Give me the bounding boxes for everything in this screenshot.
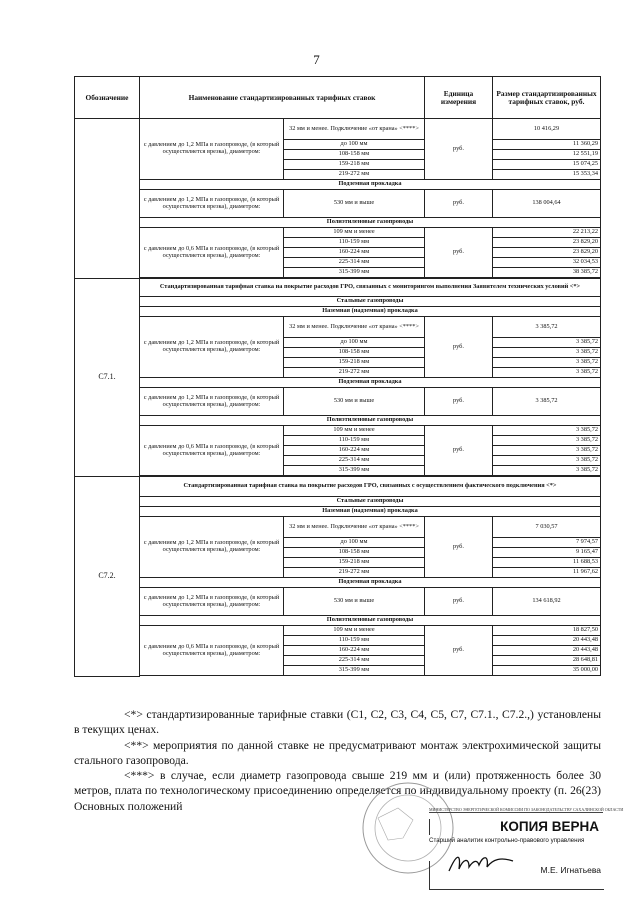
diameter-cell: 108-158 мм <box>284 150 425 160</box>
value-cell: 15 074,25 <box>493 160 601 170</box>
header-unit: Единица измерения <box>425 77 493 119</box>
table-row <box>75 228 601 238</box>
diameter-cell: 109 мм и менее <box>284 426 425 436</box>
certification-stamp <box>429 807 624 890</box>
footnote: <***> в случае, если диаметр газопровода свыше 219 мм и (или) протяженность более 30 метров, плата по технологическому присоединению определяется по индивидуальному проекту (п. 26(23) Основных положений <box>74 769 601 813</box>
footnote: <*> стандартизированные тарифные ставки (С1, С2, С3, С4, С5, С7, С7.1., С7.2.,) установлены в текущих ценах. <box>74 708 601 737</box>
diameter-cell: до 100 мм <box>284 538 425 548</box>
diameter-cell: 108-158 мм <box>284 548 425 558</box>
section-title: Стандартизированная тарифная ставка на покрытие расходов ГРО, связанных с осуществлением фактического подключения <*> <box>140 477 601 497</box>
group-desc: с давлением до 0,6 МПа в газопроводе, (в который осуществляется врезка), диаметром: <box>140 426 284 476</box>
diameter-cell: 315-399 мм <box>284 268 425 278</box>
value-cell: 22 213,22 <box>493 228 601 238</box>
table-row <box>75 507 601 517</box>
header-name: Наименование стандартизированных тарифных ставок <box>140 77 425 119</box>
header-code: Обозначение <box>75 77 140 119</box>
diameter-cell: 530 мм и выше <box>284 588 425 616</box>
group-desc: с давлением до 1,2 МПа в газопроводе, (в который осуществляется врезка), диаметром: <box>140 119 284 180</box>
value-cell: 3 385,72 <box>493 456 601 466</box>
diameter-cell: 110-159 мм <box>284 436 425 446</box>
value-cell: 3 385,72 <box>493 368 601 378</box>
value-cell: 3 385,72 <box>493 317 601 338</box>
unit-cell: руб. <box>425 517 493 578</box>
section-label: Наземная (надземная) прокладка <box>140 307 601 317</box>
diameter-cell: 32 мм и менее. Подключение «от крана» <****> <box>284 517 425 538</box>
section-label: Стальные газопроводы <box>140 297 601 307</box>
value-cell: 3 385,72 <box>493 446 601 456</box>
diameter-cell: 108-158 мм <box>284 348 425 358</box>
diameter-cell: 219-272 мм <box>284 568 425 578</box>
value-cell: 32 034,53 <box>493 258 601 268</box>
group-desc: с давлением до 1,2 МПа в газопроводе, (в который осуществляется врезка), диаметром: <box>140 388 284 416</box>
code-cell: С7.1. <box>75 279 140 477</box>
unit-cell: руб. <box>425 388 493 416</box>
value-cell: 3 385,72 <box>493 426 601 436</box>
table-row <box>75 317 601 338</box>
section-label: Подземная прокладка <box>140 378 601 388</box>
value-cell: 11 967,62 <box>493 568 601 578</box>
section-label: Подземная прокладка <box>140 180 601 190</box>
diameter-cell: 159-218 мм <box>284 358 425 368</box>
value-cell: 7 030,57 <box>493 517 601 538</box>
diameter-cell: 109 мм и менее <box>284 228 425 238</box>
section-label: Подземная прокладка <box>140 578 601 588</box>
value-cell: 23 829,20 <box>493 248 601 258</box>
value-cell: 3 385,72 <box>493 466 601 476</box>
value-cell: 10 416,29 <box>493 119 601 140</box>
value-cell: 20 443,48 <box>493 646 601 656</box>
table-row <box>75 426 601 436</box>
diameter-cell: 219-272 мм <box>284 170 425 180</box>
value-cell: 7 974,57 <box>493 538 601 548</box>
group-desc: с давлением до 0,6 МПа в газопроводе, (в который осуществляется врезка), диаметром: <box>140 228 284 278</box>
table-row <box>75 588 601 616</box>
stamp-name: М.Е. Игнатьева <box>540 865 601 876</box>
unit-cell: руб. <box>425 426 493 476</box>
code-cell: С7.2. <box>75 477 140 677</box>
table-row <box>75 378 601 388</box>
footnote: <**> мероприятия по данной ставке не предусматривают монтаж электрохимической защиты стального газопровода. <box>74 738 601 767</box>
diameter-cell: 32 мм и менее. Подключение «от крана» <****> <box>284 317 425 338</box>
stamp-title: КОПИЯ ВЕРНА <box>429 819 603 835</box>
group-desc: с давлением до 1,2 МПа в газопроводе, (в который осуществляется врезка), диаметром: <box>140 517 284 578</box>
header-size: Размер стандартизированных тарифных ставок, руб. <box>493 77 601 119</box>
diameter-cell: 530 мм и выше <box>284 388 425 416</box>
value-cell: 38 385,72 <box>493 268 601 278</box>
table-row <box>75 180 601 190</box>
unit-cell: руб. <box>425 119 493 180</box>
stamp-frame <box>429 861 604 890</box>
diameter-cell: 160-224 мм <box>284 446 425 456</box>
diameter-cell: 159-218 мм <box>284 160 425 170</box>
value-cell: 3 385,72 <box>493 338 601 348</box>
value-cell: 18 827,50 <box>493 626 601 636</box>
value-cell: 3 385,72 <box>493 348 601 358</box>
unit-cell: руб. <box>425 626 493 676</box>
table-row <box>75 190 601 218</box>
table-row <box>75 497 601 507</box>
value-cell: 20 443,48 <box>493 636 601 646</box>
section-label: Наземная (надземная) прокладка <box>140 507 601 517</box>
footnotes <box>74 707 624 814</box>
group-desc: с давлением до 0,6 МПа в газопроводе, (в который осуществляется врезка), диаметром: <box>140 626 284 676</box>
value-cell: 12 551,19 <box>493 150 601 160</box>
diameter-cell: до 100 мм <box>284 338 425 348</box>
diameter-cell: 160-224 мм <box>284 646 425 656</box>
diameter-cell: 32 мм и менее. Подключение «от крана» <****> <box>284 119 425 140</box>
diameter-cell: 110-159 мм <box>284 238 425 248</box>
diameter-cell: 225-314 мм <box>284 258 425 268</box>
unit-cell: руб. <box>425 588 493 616</box>
table-row <box>75 218 601 228</box>
table-row <box>75 477 601 497</box>
diameter-cell: до 100 мм <box>284 140 425 150</box>
unit-cell: руб. <box>425 190 493 218</box>
diameter-cell: 225-314 мм <box>284 656 425 666</box>
value-cell: 15 353,34 <box>493 170 601 180</box>
value-cell: 138 004,64 <box>493 190 601 218</box>
diameter-cell: 110-159 мм <box>284 636 425 646</box>
table-row <box>75 119 601 140</box>
value-cell: 23 829,20 <box>493 238 601 248</box>
diameter-cell: 530 мм и выше <box>284 190 425 218</box>
group-desc: с давлением до 1,2 МПа в газопроводе, (в который осуществляется врезка), диаметром: <box>140 588 284 616</box>
table-row <box>75 517 601 538</box>
value-cell: 3 385,72 <box>493 358 601 368</box>
value-cell: 11 360,29 <box>493 140 601 150</box>
table-row <box>75 626 601 636</box>
section-label: Стальные газопроводы <box>140 497 601 507</box>
table-row <box>75 388 601 416</box>
section-label: Полиэтиленовые газопроводы <box>140 416 601 426</box>
code-cell-empty <box>75 119 140 279</box>
value-cell: 134 618,92 <box>493 588 601 616</box>
table-row <box>75 279 601 297</box>
unit-cell: руб. <box>425 317 493 378</box>
unit-cell: руб. <box>425 228 493 278</box>
diameter-cell: 109 мм и менее <box>284 626 425 636</box>
value-cell: 9 165,47 <box>493 548 601 558</box>
table-row <box>75 307 601 317</box>
page-number: 7 <box>313 52 320 67</box>
value-cell: 35 000,00 <box>493 666 601 676</box>
diameter-cell: 315-399 мм <box>284 666 425 676</box>
table-row <box>75 416 601 426</box>
table-header-row <box>75 77 601 119</box>
stamp-org: МИНИСТЕРСТВО ЭНЕРГЕТИЧЕСКОЙ КОМИССИИ ПО ЗАКОНОДАТЕЛЬСТВУ САХАЛИНСКОЙ ОБЛАСТИ <box>429 807 624 812</box>
value-cell: 28 648,81 <box>493 656 601 666</box>
table-row <box>75 616 601 626</box>
stamp-role: Старший аналитик контрольно-правового управления <box>429 837 585 845</box>
diameter-cell: 315-399 мм <box>284 466 425 476</box>
diameter-cell: 160-224 мм <box>284 248 425 258</box>
section-label: Полиэтиленовые газопроводы <box>140 616 601 626</box>
group-desc: с давлением до 1,2 МПа в газопроводе, (в который осуществляется врезка), диаметром: <box>140 317 284 378</box>
diameter-cell: 219-272 мм <box>284 368 425 378</box>
tariff-table <box>74 76 601 677</box>
table-row <box>75 297 601 307</box>
value-cell: 3 385,72 <box>493 388 601 416</box>
group-desc: с давлением до 1,2 МПа в газопроводе, (в который осуществляется врезка), диаметром: <box>140 190 284 218</box>
section-title: Стандартизированная тарифная ставка на покрытие расходов ГРО, связанных с мониторингом выполнения Заявителем технических условий <*> <box>140 279 601 297</box>
diameter-cell: 225-314 мм <box>284 456 425 466</box>
section-label: Полиэтиленовые газопроводы <box>140 218 601 228</box>
diameter-cell: 159-218 мм <box>284 558 425 568</box>
value-cell: 3 385,72 <box>493 436 601 446</box>
table-row <box>75 578 601 588</box>
value-cell: 11 688,53 <box>493 558 601 568</box>
